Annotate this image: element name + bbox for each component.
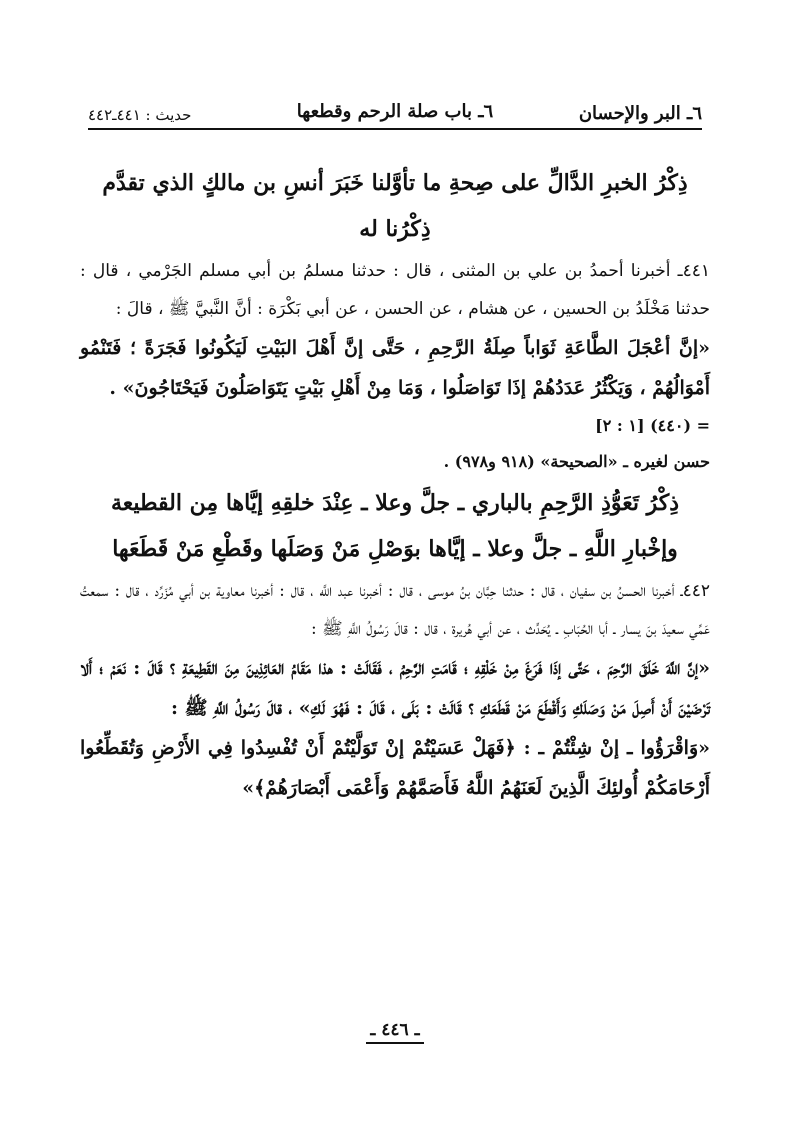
section-title: ٦ـ باب صلة الرحم وقطعها <box>296 101 494 122</box>
hadith-text-442: «إنَّ اللَّهَ خَلَقَ الرَّحِمَ ، حَتَّى إذَا فَرَغَ مِنْ خَلْقِهِ ؛ قَامَتِ الرَّحِمُ ، فَقَالَتْ : هذا مَقَامُ العَائِذِينَ مِنَ القَطِيعَةِ ؟ قَالَ : نَعَمْ ؛ أَلا تَرْضَيْنَ أَنْ أَصِلَ مَنْ وَصَلَكِ وَأَقْطَعَ مَنْ قَطَعَكِ ؟ قَالَتْ : بَلَى ، قَالَ : فَهُوَ لَكِ» ، قالَ رَسُولُ اللَّهِ ﷺ : <box>80 657 710 719</box>
page-number: ـ ٤٤٦ ـ <box>366 1020 423 1044</box>
hadith-chain-442: ٤٤٢ـ أخبرنا الحسنُ بن سفيان ، قال : حدثنا حِبَّان بنُ موسى ، قال : أخبرنا عبد اللَّه ، قال : أخبرنا معاوية بن أبي مُزَرِّد ، قال : سمعتُ عَمِّي سعيدَ بنَ يسار ـ أبا الحُبَابِ ـ يُحَدِّث ، عن أبي هُريرة ، قال : قالَ رَسُولُ اللَّهِ ﷺ : <box>80 581 710 639</box>
page-header <box>88 96 702 130</box>
chapter-title: ٦ـ البر والإحسان <box>578 103 702 124</box>
hadith-text-441: «إنَّ أعْجَلَ الطَّاعَةِ ثَوَاباً صِلَةُ الرَّحِمِ ، حَتَّى إنَّ أَهْلَ البَيْتِ لَيَكُونُوا فَجَرَةً ؛ فَتَنْمُو أَمْوَالُهُمْ ، وَيَكْثُرُ عَدَدُهُمْ إذَا تَوَاصَلُوا ، وَمَا مِنْ أَهْلِ بَيْتٍ يَتَوَاصَلُونَ فَيَحْتَاجُونَ» . <box>80 337 710 399</box>
section-heading-1: ذِكْرُ الخبرِ الدَّالِّ على صِحةِ ما تأوَّلنا خَبَرَ أنسِ بن مالكٍ الذي تقدَّم ذِكْرُنا له <box>102 170 688 242</box>
hadith-range: حديث : ٤٤١ـ٤٤٢ <box>88 106 192 124</box>
hadith-chain-441: ٤٤١ـ أخبرنا أحمدُ بن علي بن المثنى ، قال : حدثنا مسلمُ بن أبي مسلم الجَرْمي ، قال : حدثنا مَخْلَدُ بن الحسين ، عن هشام ، عن الحسن ، عن أبي بَكْرَة : أنَّ النَّبيَّ ﷺ ، قالَ : <box>80 261 710 319</box>
hadith-quran-442: «وَاقْرَؤُوا ـ إنْ شِئْتُمْ ـ : ﴿فَهَلْ عَسَيْتُمْ إنْ تَوَلَّيْتُمْ أَنْ تُفْسِدُوا فِي الأَرْضِ وَتُقَطِّعُوا أَرْحَامَكُمْ أُولئِكَ الَّذِينَ لَعَنَهُمُ اللَّهُ فَأَصَمَّهُمْ وَأَعْمَى أَبْصَارَهُمْ﴾» <box>80 737 710 799</box>
page-footer <box>0 1020 790 1040</box>
page-body <box>80 160 710 808</box>
hadith-grade-441: حسن لغيره ـ «الصحيحة» (٩١٨ و٩٧٨) . <box>443 452 710 471</box>
hadith-reference-441: = (٤٤٠) [١ : ٢] <box>595 416 710 435</box>
section-heading-2: ذِكْرُ تَعَوُّذِ الرَّحِمِ بالباري ـ جلَّ وعلا ـ عِنْدَ خلقِهِ إيَّاها مِن القطيعة وإخْبارِ اللَّهِ ـ جلَّ وعلا ـ إيَّاها بوَصْلِ مَنْ وَصَلَها وقَطْعِ مَنْ قَطَعَها <box>110 490 680 562</box>
